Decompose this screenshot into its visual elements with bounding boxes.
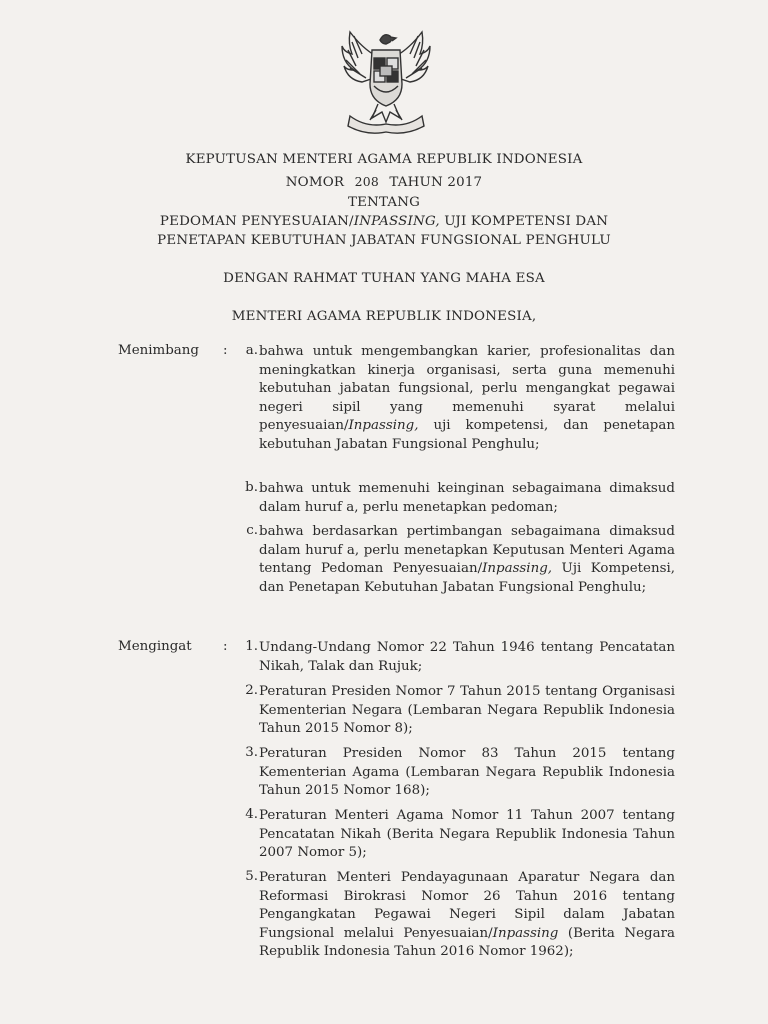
menimbang-item [232, 523, 675, 597]
item-marker: 4. [245, 807, 258, 822]
item-text: Peraturan Presiden Nomor 7 Tahun 2015 tentang Organisasi Kementerian Negara (Lembaran Negara Republik Indonesia Tahun 2015 Nomor 8); [259, 684, 675, 737]
item-text [259, 523, 675, 597]
mengingat-item [232, 807, 675, 863]
mengingat-item [232, 745, 675, 801]
item-text-italic: Inpassing, [348, 418, 419, 434]
mengingat-label: Mengingat [118, 639, 192, 654]
decree-heading: KEPUTUSAN MENTERI AGAMA REPUBLIK INDONESIA [185, 152, 583, 167]
item-text-rest: Uji Kompetensi, dan Penetapan Kebutuhan Jabatan Fungsional Penghulu; [259, 561, 675, 595]
decree-number [0, 174, 768, 190]
item-marker: a. [245, 343, 258, 358]
menteri-line: MENTERI AGAMA REPUBLIK INDONESIA, [231, 309, 537, 324]
nomor-year: TAHUN 2017 [389, 175, 483, 190]
tentang-label: TENTANG [347, 195, 421, 210]
item-text-italic: Inpassing, [482, 561, 553, 577]
item-text: Peraturan Presiden Nomor 83 Tahun 2015 tentang Kementerian Agama (Lembaran Negara Republik Indonesia Tahun 2015 Nomor 168); [259, 746, 675, 799]
item-text-rest: uji kompetensi, dan penetapan kebutuhan Jabatan Fungsional Penghulu; [259, 418, 675, 452]
menimbang-item [232, 480, 675, 517]
mengingat-item [232, 683, 675, 739]
item-text: Peraturan Menteri Agama Nomor 11 Tahun 2007 tentang Pencatatan Nikah (Berita Negara Republik Indonesia Tahun 2007 Nomor 5); [259, 808, 675, 861]
menimbang-label: Menimbang [118, 343, 199, 358]
menimbang-item [232, 343, 675, 455]
item-text-italic: Inpassing [492, 925, 559, 941]
item-text-main: Peraturan Menteri Pendayagunaan Aparatur Negara dan Reformasi Birokrasi Nomor 26 Tahun 2016 tentang Pengangkatan Pegawai Negeri Sipil dalam Jabatan Fungsional melalui Penyesuaian/ [259, 870, 675, 941]
item-marker: 5. [245, 869, 258, 884]
menimbang-colon: : [223, 343, 228, 358]
item-text [259, 869, 675, 962]
item-marker: 2. [245, 683, 258, 698]
garuda-emblem-icon [336, 28, 436, 136]
decree-title-line1 [0, 214, 768, 229]
item-marker: 1. [245, 639, 258, 654]
decree-title-line2: PENETAPAN KEBUTUHAN JABATAN FUNGSIONAL PENGHULU [157, 233, 611, 248]
mengingat-colon: : [223, 639, 228, 654]
item-text-rest: (Berita Negara Republik Indonesia Tahun 2016 Nomor 1962); [259, 925, 675, 960]
item-text: Undang-Undang Nomor 22 Tahun 1946 tentang Pencatatan Nikah, Talak dan Rujuk; [259, 640, 675, 674]
item-text-main: bahwa berdasarkan pertimbangan sebagaimana dimaksud dalam huruf a, perlu menetapkan Keputusan Menteri Agama tentang Pedoman Penyesuaian/ [259, 524, 675, 577]
mengingat-item [232, 869, 675, 962]
title-part-b: UJI KOMPETENSI DAN [439, 214, 609, 229]
title-part-italic: INPASSING, [353, 214, 440, 229]
item-marker: 3. [245, 745, 258, 760]
rahmat-line: DENGAN RAHMAT TUHAN YANG MAHA ESA [223, 271, 545, 286]
mengingat-item [232, 639, 675, 676]
item-text-main: bahwa untuk mengembangkan karier, profesionalitas dan meningkatkan kinerja organisasi, serta guna memenuhi kebutuhan jabatan fungsional, perlu mengangkat pegawai negeri sipil yang memenuhi syarat melalui penyesuaian/ [259, 344, 675, 434]
item-marker: b. [245, 480, 258, 495]
nomor-value: 208 [354, 174, 379, 189]
item-text [259, 343, 675, 455]
title-part-a: PEDOMAN PENYESUAIAN/ [159, 214, 354, 229]
item-marker: c. [246, 523, 258, 538]
item-text-main: bahwa untuk memenuhi keinginan sebagaimana dimaksud dalam huruf a, perlu menetapkan pedoman; [259, 481, 675, 515]
nomor-prefix: NOMOR [285, 175, 345, 190]
item-text [259, 480, 675, 517]
